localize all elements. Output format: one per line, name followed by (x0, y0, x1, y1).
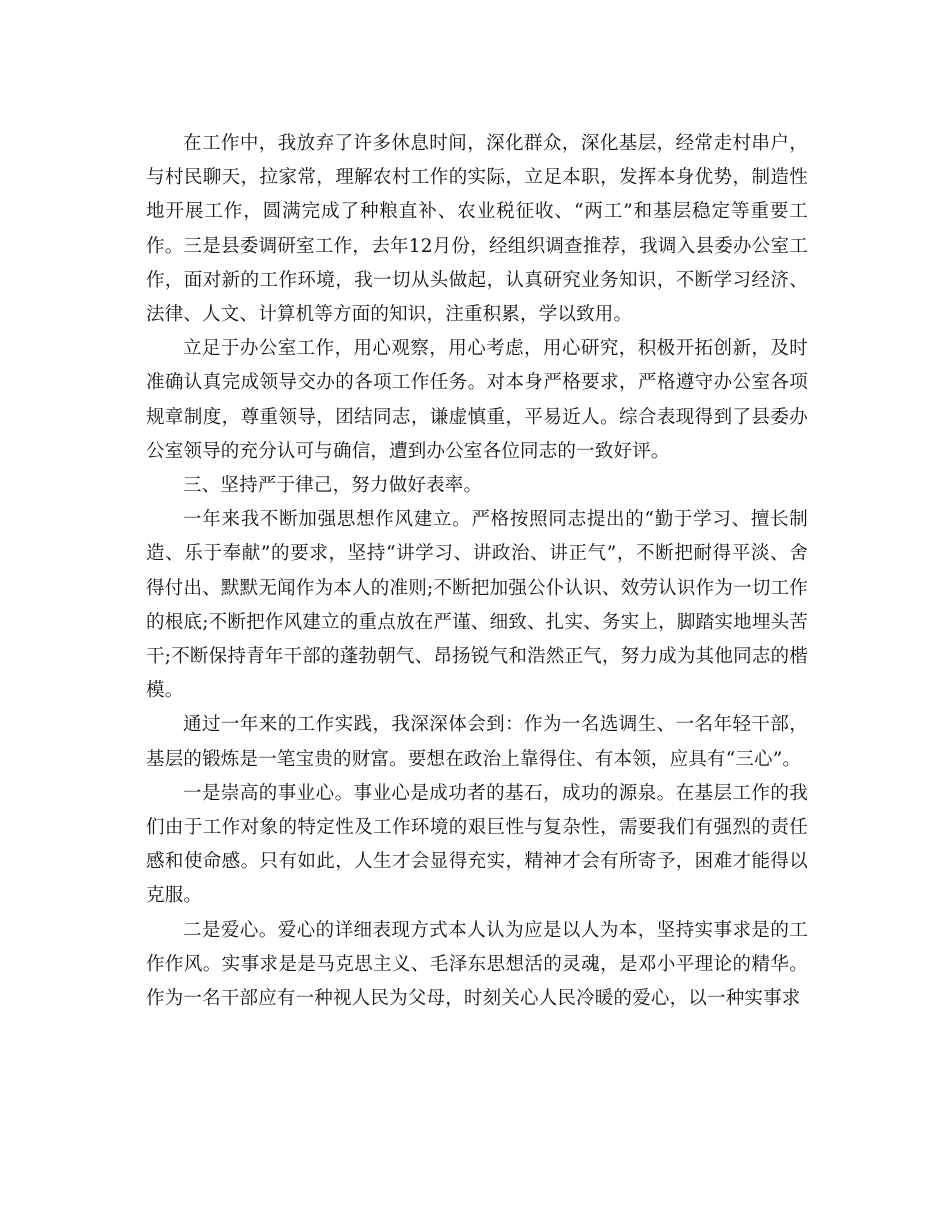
paragraph-7: 二是爱心。爱心的详细表现方式本人认为应是以人为本，坚持实事求是的工作作风。实事求是是马克思主义、毛泽东思想活的灵魂，是邓小平理论的精华。作为一名干部应有一种视人民为父母，时刻关心人民冷暖的爱心，以一种实事求 (146, 919, 808, 1010)
paragraph-6: 一是崇高的事业心。事业心是成功者的基石，成功的源泉。在基层工作的我们由于工作对象的特定性及工作环境的艰巨性与复杂性，需要我们有强烈的责任感和使命感。只有如此，人生才会显得充实，精神才会有所寄予，困难才能得以克服。 (146, 782, 808, 907)
paragraph-1: 在工作中，我放弃了许多休息时间，深化群众，深化基层，经常走村串户，与村民聊天，拉家常，理解农村工作的实际，立足本职，发挥本身优势，制造性地开展工作，圆满完成了种粮直补、农业税征收、“两工”和基层稳定等重要工作。三是县委调研室工作，去年12月份，经组织调查推荐，我调入县委办公室工作，面对新的工作环境，我一切从头做起，认真研究业务知识，不断学习经济、法律、人文、计算机等方面的知识，注重积累，学以致用。 (146, 133, 808, 326)
document-body (146, 127, 808, 1016)
paragraph-5: 通过一年来的工作实践，我深深体会到：作为一名选调生、一名年轻干部，基层的锻炼是一笔宝贵的财富。要想在政治上靠得住、有本领，应具有“三心”。 (146, 714, 808, 770)
paragraph-4: 一年来我不断加强思想作风建立。严格按照同志提出的“勤于学习、擅长制造、乐于奉献”的要求，坚持“讲学习、讲政治、讲正气”，不断把耐得平淡、舍得付出、默默无闻作为本人的准则;不断把加强公仆认识、效劳认识作为一切工作的根底;不断把作风建立的重点放在严谨、细致、扎实、务实上，脚踏实地埋头苦干;不断保持青年干部的蓬勃朝气、昂扬锐气和浩然正气，努力成为其他同志的楷模。 (146, 509, 808, 702)
paragraph-2: 立足于办公室工作，用心观察，用心考虑，用心研究，积极开拓创新，及时准确认真完成领导交办的各项工作任务。对本身严格要求，严格遵守办公室各项规章制度，尊重领导，团结同志，谦虚慎重，平易近人。综合表现得到了县委办公室领导的充分认可与确信，遭到办公室各位同志的一致好评。 (146, 338, 808, 462)
paragraph-3: 三、坚持严于律己，努力做好表率。 (183, 475, 483, 497)
